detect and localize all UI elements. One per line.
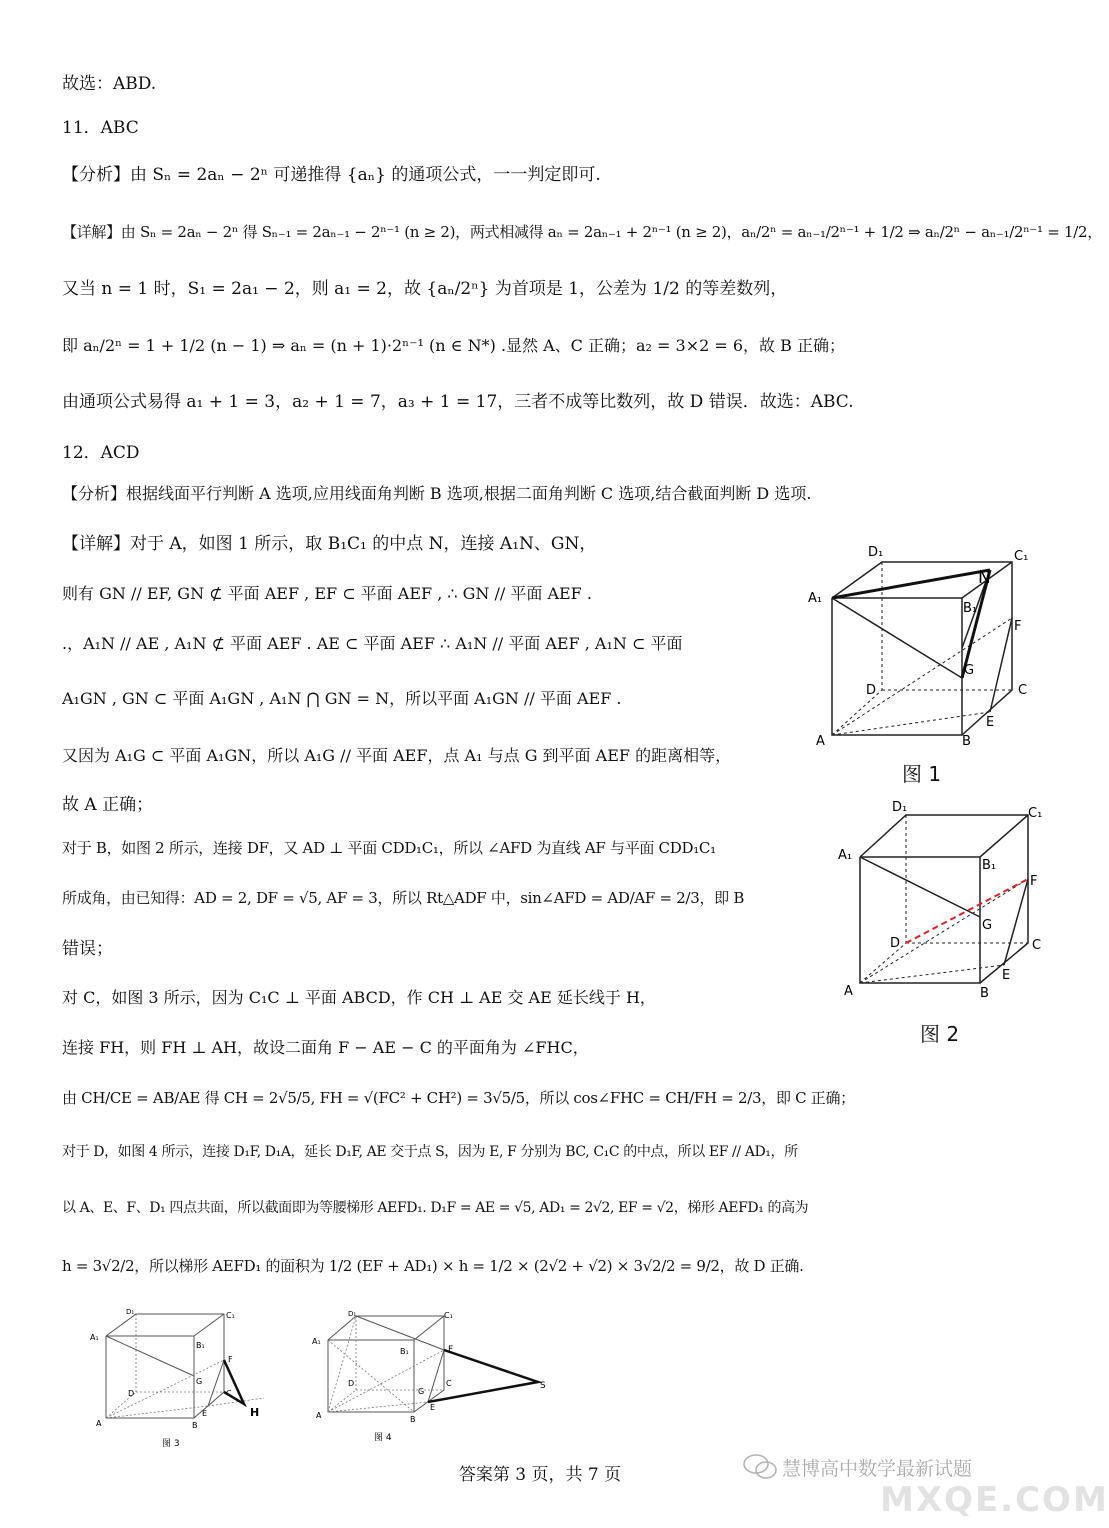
solution-line: A₁GN , GN ⊂ 平面 A₁GN , A₁N ⋂ GN = N，所以平面 A₁GN // 平面 AEF . <box>62 689 622 708</box>
solution-line: h = 3√2/2，所以梯形 AEFD₁ 的面积为 1/2 (EF + AD₁) × h = 1/2 × (2√2 + √2) × 3√2/2 = 9/2，故 D 正确. <box>62 1257 804 1275</box>
fig4-label: B <box>410 1415 416 1424</box>
watermark-logo: MXQE.COM <box>880 1480 1109 1520</box>
figure-4-caption: 图 4 <box>374 1433 392 1443</box>
fig3-label: D <box>128 1389 135 1398</box>
fig4-label: A <box>316 1411 322 1420</box>
analysis-line: 【分析】由 Sₙ = 2aₙ − 2ⁿ 可递推得 {aₙ} 的通项公式，一一判定即可. <box>62 165 601 185</box>
solution-line: 【详解】由 Sₙ = 2aₙ − 2ⁿ 得 Sₙ₋₁ = 2aₙ₋₁ − 2ⁿ⁻¹ (n ≥ 2)，两式相减得 aₙ = 2aₙ₋₁ + 2ⁿ⁻¹ (n ≥ 2)，aₙ/2ⁿ = aₙ₋₁/2ⁿ⁻¹ + 1/2 ⇒ aₙ/2ⁿ − aₙ₋₁/2ⁿ⁻¹ = 1/2， <box>62 223 1102 241</box>
figure-3-diagram <box>88 1310 278 1450</box>
question-number: 12．ACD <box>62 443 140 463</box>
analysis-line: 【分析】根据线面平行判断 A 选项,应用线面角判断 B 选项,根据二面角判断 C 选项,结合截面判断 D 选项. <box>62 484 812 503</box>
solution-line: 错误； <box>62 939 113 959</box>
fig2-label: A₁ <box>838 848 853 863</box>
fig3-label: F <box>228 1355 233 1364</box>
fig3-label: C₁ <box>226 1311 235 1320</box>
fig2-label: C <box>1032 938 1042 953</box>
fig2-label: D <box>890 936 901 951</box>
fig2-label: E <box>1002 968 1011 983</box>
fig3-label: E <box>202 1409 208 1418</box>
fig4-label: A₁ <box>312 1337 321 1346</box>
figure-1-diagram <box>800 540 1050 750</box>
figure-3 <box>88 1310 278 1450</box>
fig1-label: N <box>978 568 991 588</box>
solution-line: 故 A 正确； <box>62 795 154 815</box>
figure-4-diagram <box>310 1310 560 1450</box>
fig1-label: F <box>1014 619 1022 634</box>
page-footer: 答案第 3 页，共 7 页 <box>458 1465 622 1485</box>
fig1-label: E <box>986 715 995 730</box>
fig2-label: F <box>1030 874 1038 889</box>
fig4-label: E <box>430 1403 436 1412</box>
fig4-label: D <box>348 1379 355 1388</box>
fig1-label: A₁ <box>808 591 823 606</box>
solution-line: 对于 D，如图 4 所示，连接 D₁F, D₁A，延长 D₁F, AE 交于点 S，因为 E, F 分别为 BC, C₁C 的中点，所以 EF // AD₁，所 <box>62 1144 798 1160</box>
fig4-label: C <box>446 1379 452 1388</box>
question-number: 11．ABC <box>62 118 139 138</box>
fig4-label: S <box>540 1381 546 1391</box>
fig4-label: G <box>418 1387 425 1396</box>
fig2-label: G <box>982 918 993 933</box>
fig3-label: G <box>196 1377 203 1386</box>
text-line: 故选：ABD. <box>62 74 157 94</box>
fig4-label: C₁ <box>444 1311 453 1320</box>
fig3-label: C <box>226 1389 232 1398</box>
solution-line: 对 C，如图 3 所示，因为 C₁C ⊥ 平面 ABCD，作 CH ⊥ AE 交 AE 延长线于 H， <box>62 988 656 1007</box>
fig2-label: B₁ <box>982 858 997 873</box>
fig4-label: D₁ <box>348 1310 357 1318</box>
fig2-label: D₁ <box>892 800 908 815</box>
fig3-label: A₁ <box>90 1333 99 1342</box>
fig1-label: D₁ <box>868 545 884 560</box>
solution-line: 由 CH/CE = AB/AE 得 CH = 2√5/5, FH = √(FC² + CH²) = 3√5/5，所以 cos∠FHC = CH/FH = 2/3，即 C 正确； <box>62 1089 855 1107</box>
solution-line: 又因为 A₁G ⊂ 平面 A₁GN，所以 A₁G // 平面 AEF，点 A₁ 与点 G 到平面 AEF 的距离相等， <box>62 746 732 765</box>
solution-line: 【详解】对于 A，如图 1 所示，取 B₁C₁ 的中点 N，连接 A₁N、GN， <box>62 534 597 554</box>
solution-line: 由通项公式易得 a₁ + 1 = 3，a₂ + 1 = 7，a₃ + 1 = 17，三者不成等比数列，故 D 错误．故选：ABC. <box>62 392 854 412</box>
wechat-icon <box>742 1452 778 1482</box>
figure-2 <box>830 795 1060 1005</box>
fig1-label: B₁ <box>963 601 978 616</box>
fig4-label: B₁ <box>400 1347 409 1356</box>
watermark-text: 慧博高中数学最新试题 <box>782 1458 973 1480</box>
solution-line: 以 A、E、F、D₁ 四点共面，所以截面即为等腰梯形 AEFD₁. D₁F = AE = √5, AD₁ = 2√2, EF = √2，梯形 AEFD₁ 的高为 <box>62 1200 809 1216</box>
fig4-label: F <box>448 1345 454 1355</box>
solution-line: .，A₁N // AE , A₁N ⊄ 平面 AEF . AE ⊂ 平面 AEF ∴ A₁N // 平面 AEF , A₁N ⊂ 平面 <box>62 634 683 653</box>
solution-line: 连接 FH，则 FH ⊥ AH，故设二面角 F − AE − C 的平面角为 ∠FHC， <box>62 1038 589 1057</box>
figure-3-caption: 图 3 <box>162 1439 180 1449</box>
figure-1 <box>800 540 1050 750</box>
fig3-label: D₁ <box>126 1308 135 1316</box>
figure-1-caption: 图 1 <box>902 762 942 786</box>
fig2-label: A <box>844 984 853 999</box>
fig2-label: C₁ <box>1028 806 1043 821</box>
figure-2-caption: 图 2 <box>920 1022 960 1046</box>
fig3-label: B₁ <box>196 1341 205 1350</box>
fig1-label: C₁ <box>1014 549 1029 564</box>
fig2-label: B <box>980 986 989 1001</box>
fig1-label: G <box>964 663 975 678</box>
figure-4 <box>310 1310 560 1450</box>
fig1-label: C <box>1018 683 1028 698</box>
fig1-label: A <box>816 734 825 749</box>
fig1-label: B <box>962 734 971 749</box>
solution-line: 所成角，由已知得：AD = 2, DF = √5, AF = 3，所以 Rt△ADF 中，sin∠AFD = AD/AF = 2/3，即 B <box>62 889 745 907</box>
fig1-label: D <box>866 683 877 698</box>
fig3-label: B <box>192 1421 198 1430</box>
solution-line: 则有 GN // EF, GN ⊄ 平面 AEF , EF ⊂ 平面 AEF , ∴ GN // 平面 AEF . <box>62 584 592 603</box>
fig3-label: H <box>250 1406 260 1419</box>
figure-2-diagram <box>830 795 1060 1005</box>
fig3-label: A <box>96 1419 102 1428</box>
watermark <box>740 1450 1109 1520</box>
solution-line: 即 aₙ/2ⁿ = 1 + 1/2 (n − 1) ⇒ aₙ = (n + 1)·2ⁿ⁻¹ (n ∈ N*) .显然 A、C 正确；a₂ = 3×2 = 6，故 B 正确； <box>62 336 845 355</box>
solution-line: 又当 n = 1 时，S₁ = 2a₁ − 2，则 a₁ = 2，故 {aₙ/2ⁿ} 为首项是 1，公差为 1/2 的等差数列， <box>62 279 788 299</box>
solution-line: 对于 B，如图 2 所示，连接 DF，又 AD ⊥ 平面 CDD₁C₁，所以 ∠AFD 为直线 AF 与平面 CDD₁C₁ <box>62 839 716 857</box>
